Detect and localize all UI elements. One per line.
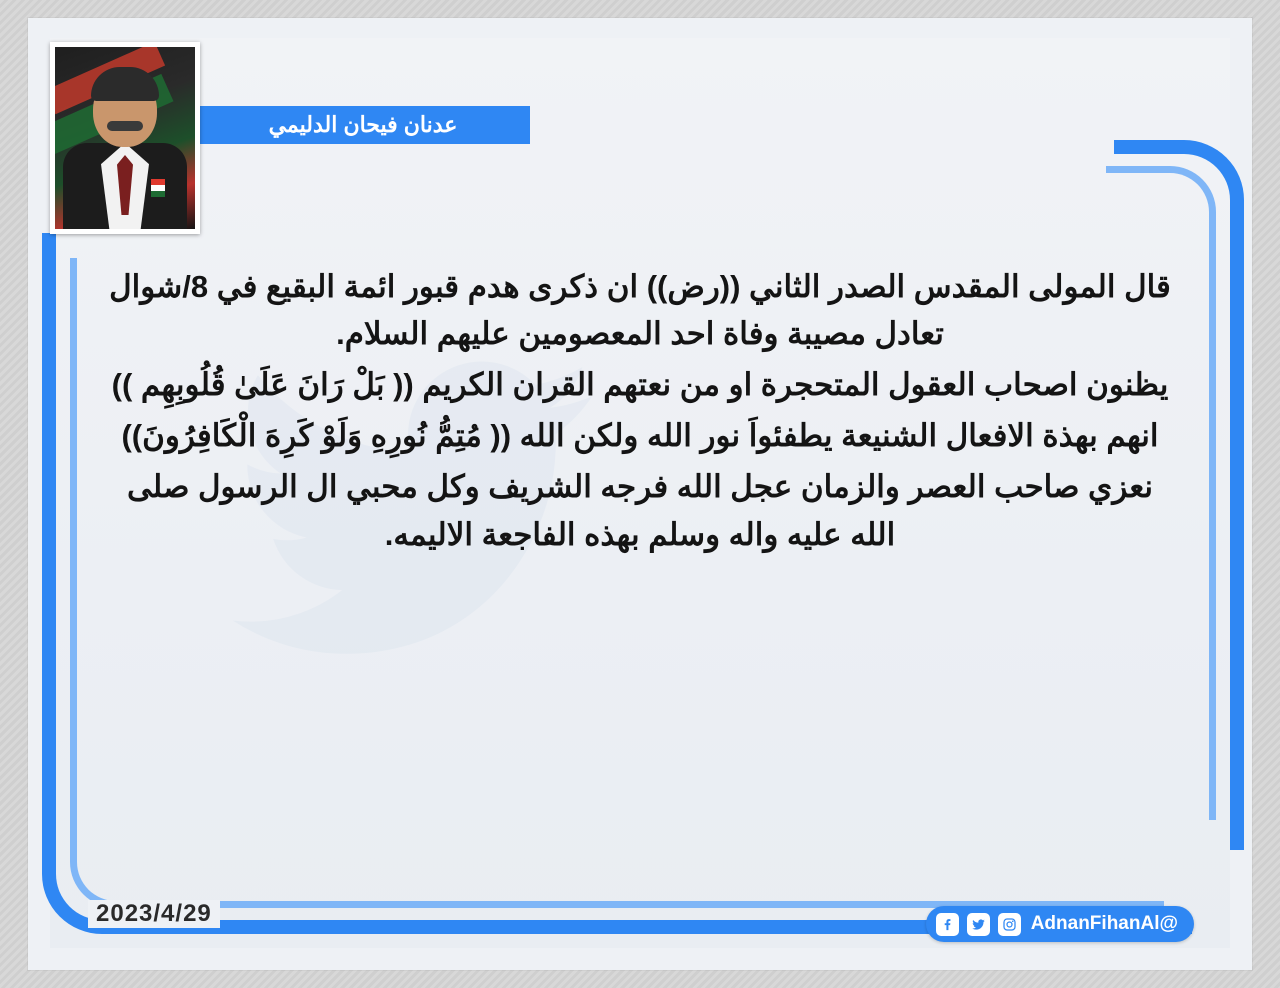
social-handle-pill[interactable]: [926, 906, 1194, 942]
social-handle-text: AdnanFihanAl@: [1030, 913, 1178, 934]
post-line-2: يظنون اصحاب العقول المتحجرة او من نعتهم القران الكريم (( بَلْ رَانَ عَلَىٰ قُلُوبِهِم )): [111, 367, 1169, 403]
facebook-icon[interactable]: [936, 913, 959, 936]
frame-bar-right-inner: [1209, 344, 1216, 820]
instagram-icon[interactable]: [998, 913, 1021, 936]
avatar-mustache: [107, 121, 143, 131]
frame-bar-right: [1230, 278, 1244, 850]
frame-bar-left: [42, 233, 56, 780]
author-name-banner: [178, 106, 530, 144]
author-name: عدنان فيحان الدليمي: [268, 112, 458, 137]
post-line-3: انهم بهذة الافعال الشنيعة يطفئواَ نور الله ولكن الله (( مُتِمُّ نُورِهِ وَلَوْ كَرِهَ الْكَافِرُونَ)): [121, 418, 1159, 454]
social-post-card: [28, 18, 1252, 970]
post-line-1: قال المولى المقدس الصدر الثاني ((رض)) ان ذكرى هدم قبور ائمة البقيع في 8/شوال تعادل مصيبة وفاة احد المعصومين عليهم السلام.: [109, 269, 1171, 352]
frame-corner-bottom-left-inner: [70, 758, 190, 908]
avatar-flag-pin: [151, 179, 165, 197]
avatar: [50, 42, 200, 234]
twitter-icon[interactable]: [967, 913, 990, 936]
post-body: [108, 263, 1172, 562]
frame-bar-left-inner: [70, 258, 77, 765]
post-line-4: نعزي صاحب العصر والزمان عجل الله فرجه الشريف وكل محبي ال الرسول صلى الله عليه واله وسلم بهذه الفاجعة الاليمه.: [126, 469, 1154, 552]
post-date: 2023/4/29: [88, 900, 220, 928]
